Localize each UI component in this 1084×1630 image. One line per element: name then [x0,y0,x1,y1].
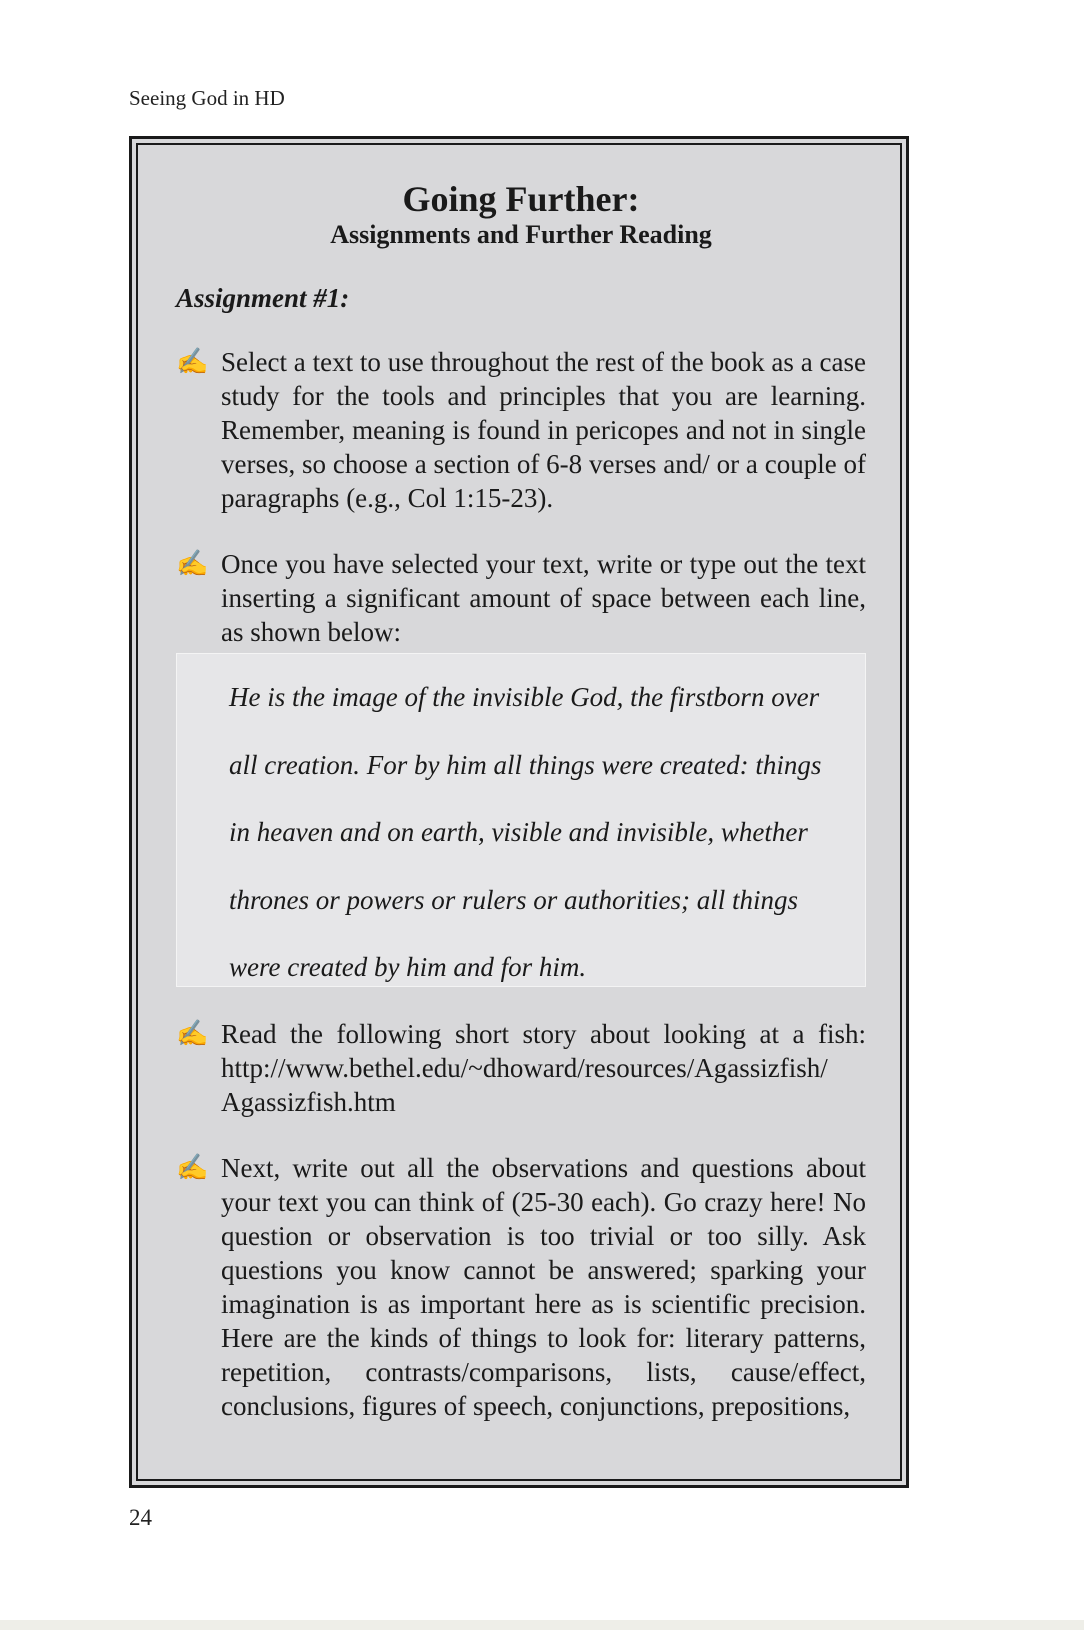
running-head: Seeing God in HD [129,86,285,110]
scripture-line: He is the image of the invisible God, the firstborn over [229,682,820,712]
writing-hand-icon: ✍ [176,549,209,578]
bullet-item [176,1017,866,1119]
scripture-line: all creation. For by him all things were created: things [229,749,822,780]
scripture-line: thrones or powers or rulers or authorities; all things [229,884,799,915]
scripture-line: were created by him and for him. [229,952,587,982]
bullet-item [176,345,866,515]
writing-hand-icon: ✍ [176,347,209,376]
scripture-line: in heaven and on earth, visible and invisible, whether [229,817,808,847]
page-number: 24 [129,1505,152,1530]
bullet-item [176,1151,866,1423]
going-further-box [129,136,909,1488]
writing-hand-icon: ✍ [176,1153,209,1182]
bullet-item [176,547,866,649]
box-content [176,179,866,1423]
assignment-heading: Assignment #1: [176,283,350,313]
writing-hand-icon: ✍ [176,1019,209,1048]
bullet-text: Select a text to use throughout the rest of the book as a case study for the tools and principles that you are learning. Remember, meaning is found in pericopes and not in single verses, so choose a section of 6-8 verses and/ or a couple of paragraphs (e.g., Col 1:15-23). [221,347,866,513]
bullet-text: Read the following short story about looking at a fish: http://www.bethel.edu/~dhoward/resources/Agassizfish/ Agassizfish.htm [221,1019,866,1117]
bullet-text: Once you have selected your text, write or type out the text inserting a significant amount of space between each line, as shown below: [221,549,866,647]
bullet-text: Next, write out all the observations and questions about your text you can think of (25-30 each). Go crazy here! No question or observation is too trivial or too silly. Ask questions you know cannot be answered; sparking your imagination is as important here as is scientific precision. Here are the kinds of things to look for: literary patterns, repetition, contrasts/comparisons, lists, cause/effect, conclusions, figures of speech, conjunctions, prepositions, [221,1153,866,1421]
box-title: Going Further: [402,179,640,219]
box-subtitle: Assignments and Further Reading [330,220,712,249]
scripture-example-box [176,653,866,987]
